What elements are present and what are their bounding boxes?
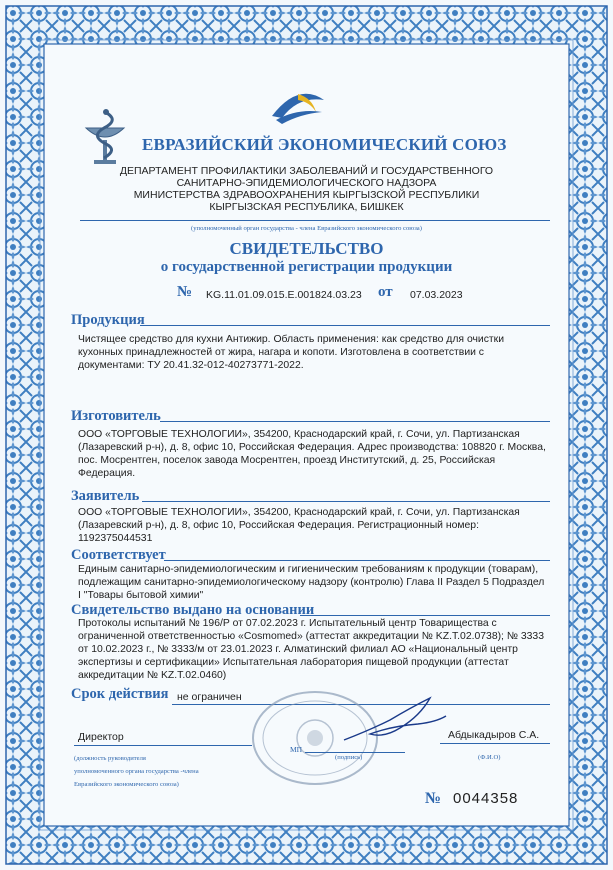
certificate-number: KG.11.01.09.015.E.001824.03.23 [206,289,362,301]
validity-value: не ограничен [177,691,242,703]
basis-underline [300,615,550,616]
serial-sign: № [425,790,442,807]
mp-label: МП [290,745,303,754]
union-title: ЕВРАЗИЙСКИЙ ЭКОНОМИЧЕСКИЙ СОЮЗ [142,135,507,154]
certificate-title: СВИДЕТЕЛЬСТВО [229,239,384,258]
signature-underline [305,752,405,753]
signature-note: (подпись) [335,754,363,761]
handwritten-signature [340,690,450,750]
certificate-subtitle: о государственной регистрации продукции [160,259,453,275]
authority-note: (уполномоченный орган государства - члена Евразийского экономического союза) [191,225,422,232]
position-note-2: уполномоченного органа государства -члена [74,768,199,775]
authority-underline [80,220,550,221]
from-label: от [378,284,393,300]
position-note-1: (должность руководителя [74,755,146,762]
name-underline [440,743,550,744]
manufacturer-underline [160,421,550,422]
manufacturer-text: ООО «ТОРГОВЫЕ ТЕХНОЛОГИИ», 354200, Краснодарский край, г. Сочи, ул. Партизанская (Лазаревский р-н), д. 8, офис 10, Российская Федерация. Адрес производства: 108820 г. Москва, пос. Мосрентген, поселок завода Мосрентген, проезд Институтский, д. 25, Российская Федерация. [78,429,546,479]
certificate-date: 07.03.2023 [410,289,463,301]
validity-heading: Срок действия [71,686,169,702]
position-underline [74,745,252,746]
complies-text: Единым санитарно-эпидемиологическим и гигиеническим требованиям к продукции (товарам), подлежащим санитарно-эпидемиологическому надзору (контролю) Глава II Раздел 5 Подраздел I "Товары бытовой химии" [78,564,545,601]
position-note-3: Евразийского экономического союза) [74,781,179,788]
department-line-2: САНИТАРНО-ЭПИДЕМИОЛОГИЧЕСКОГО НАДЗОРА [176,177,437,189]
department-line-3: МИНИСТЕРСТВА ЗДРАВООХРАНЕНИЯ КЫРГЫЗСКОЙ РЕСПУБЛИКИ [133,189,480,201]
signatory-position: Директор [78,731,124,743]
serial-number: 0044358 [453,790,519,807]
complies-heading: Соответствует [71,547,166,563]
number-sign: № [177,284,193,300]
department-line-4: КЫРГЫЗСКАЯ РЕСПУБЛИКА, БИШКЕК [209,201,404,213]
product-text: Чистящее средство для кухни Антижир. Область применения: как средство для очистки кухонных принадлежностей от жира, нагара и копоти. Изготовлена в соответствии с документами: ТУ 20.41.32-012-40273771-2022. [78,334,505,371]
complies-underline [164,560,550,561]
applicant-underline [142,501,550,502]
product-heading: Продукция [71,312,145,328]
signatory-name: Абдыкадыров С.А. [448,729,540,741]
applicant-heading: Заявитель [71,488,140,504]
applicant-text: ООО «ТОРГОВЫЕ ТЕХНОЛОГИИ», 354200, Краснодарский край, г. Сочи, ул. Партизанская (Лазаревский р-н), д. 8, офис 10, Российская Федерация. Регистрационный номер: 1192375044531 [78,507,520,544]
manufacturer-heading: Изготовитель [71,408,161,424]
department-line-1: ДЕПАРТАМЕНТ ПРОФИЛАКТИКИ ЗАБОЛЕВАНИЙ И ГОСУДАРСТВЕННОГО [119,165,494,177]
product-underline [140,325,550,326]
name-note: (Ф.И.О) [478,754,501,761]
hygieia-bowl-icon [80,106,130,172]
basis-text: Протоколы испытаний № 196/Р от 07.02.2023 г. Испытательный центр Товарищества с ограниченной ответственностью «Cosmomed» (аттестат аккредитации № KZ.T.02.0738); № 3333 от 10.02.2023 г., № 3333/м от 23.01.2023 г. Алматинский филиал АО «Национальный центр экспертизы и сертификации» Испытательная лаборатория пищевой продукции (аттестат аккредитации № KZ.T.02.0460) [78,618,544,681]
basis-heading: Свидетельство выдано на основании [71,602,315,618]
eaeu-logo-icon [268,88,328,128]
